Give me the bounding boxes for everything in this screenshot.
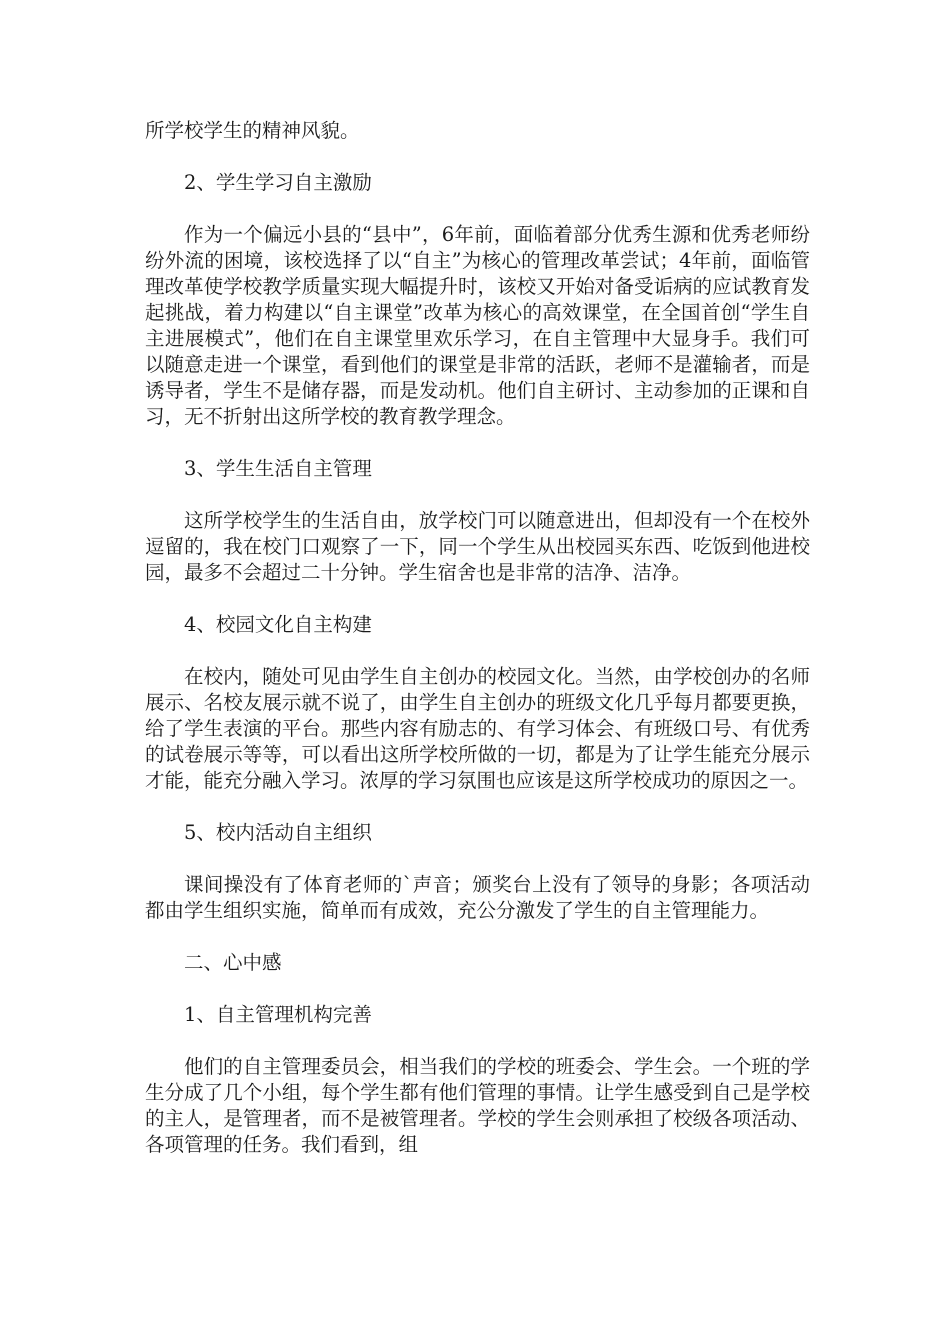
paragraph: 他们的自主管理委员会，相当我们的学校的班委会、学生会。一个班的学生分成了几个小组，每个学生都有他们管理的事情。让学生感受到自己是学校的主人，是管理者，而不是被管理者。学校的学生会则承担了校级各项活动、各项管理的任务。我们看到，组 <box>145 1055 810 1156</box>
section-heading: 1、自主管理机构完善 <box>184 1003 372 1026</box>
section-heading: 3、学生生活自主管理 <box>184 457 372 480</box>
document-page <box>145 118 810 1184</box>
paragraph: 这所学校学生的生活自由，放学校门可以随意进出，但却没有一个在校外逗留的，我在校门口观察了一下，同一个学生从出校园买东西、吃饭到他进校园，最多不会超过二十分钟。学生宿舍也是非常的洁净、洁净。 <box>145 509 810 584</box>
section-heading: 5、校内活动自主组织 <box>184 821 372 844</box>
section-heading: 二、心中感 <box>184 951 282 974</box>
paragraph: 在校内，随处可见由学生自主创办的校园文化。当然，由学校创办的名师展示、名校友展示就不说了，由学生自主创办的班级文化几乎每月都要更换，给了学生表演的平台。那些内容有励志的、有学习体会、有班级口号、有优秀的试卷展示等等，可以看出这所学校所做的一切，都是为了让学生能充分展示才能，能充分融入学习。浓厚的学习氛围也应该是这所学校成功的原因之一。 <box>145 665 810 792</box>
section-heading: 2、学生学习自主激励 <box>184 171 372 194</box>
section-heading: 4、校园文化自主构建 <box>184 613 372 636</box>
paragraph: 作为一个偏远小县的“县中”，6年前，面临着部分优秀生源和优秀老师纷纷外流的困境，该校选择了以“自主”为核心的管理改革尝试；4年前，面临管理改革使学校教学质量实现大幅提升时，该校又开始对备受诟病的应试教育发起挑战，着力构建以“自主课堂”改革为核心的高效课堂，在全国首创“学生自主进展模式”，他们在自主课堂里欢乐学习，在自主管理中大显身手。我们可以随意走进一个课堂，看到他们的课堂是非常的活跃，老师不是灌输者，而是诱导者，学生不是储存器，而是发动机。他们自主研讨、主动参加的正课和自习，无不折射出这所学校的教育教学理念。 <box>145 223 810 428</box>
paragraph: 课间操没有了体育老师的`声音；颁奖台上没有了领导的身影；各项活动都由学生组织实施，简单而有成效，充公分激发了学生的自主管理能力。 <box>145 873 810 922</box>
paragraph-continued: 所学校学生的精神风貌。 <box>145 119 360 142</box>
